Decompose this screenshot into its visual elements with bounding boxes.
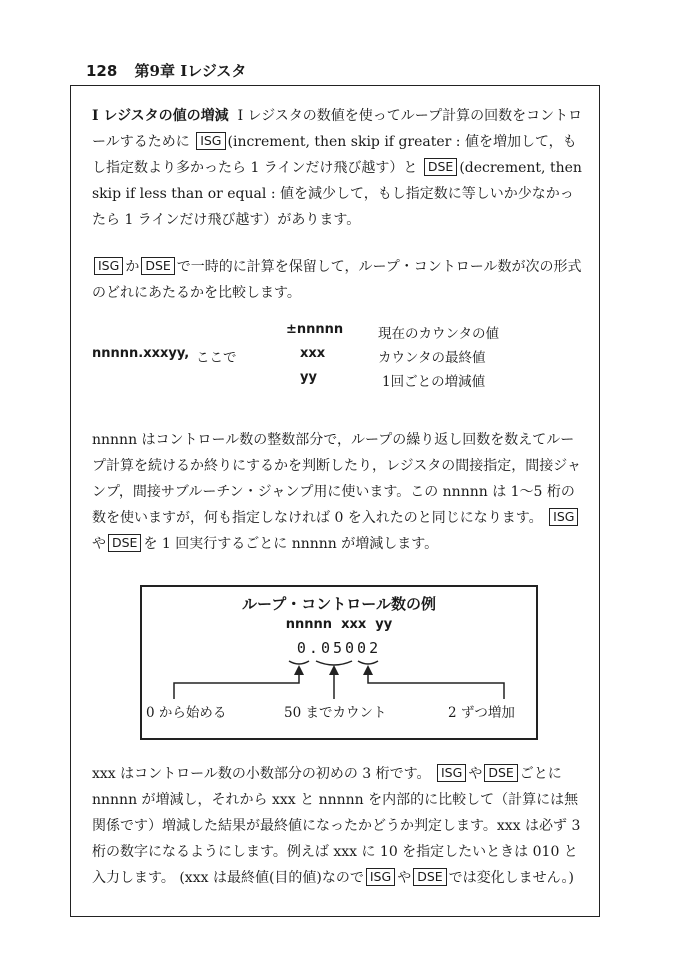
dse-key: DSE bbox=[141, 257, 174, 275]
example-box bbox=[140, 585, 538, 740]
page-header bbox=[86, 60, 246, 81]
format-code: ±nnnnn bbox=[286, 322, 344, 337]
xxx-text-4: では変化しません。) bbox=[448, 870, 574, 886]
xxx-text-3: (xxx は最終値(目的値)なので bbox=[179, 870, 364, 886]
example-parts: nnnnn xxx yy bbox=[285, 617, 393, 632]
label-count: 50 までカウント bbox=[284, 705, 387, 721]
format-desc: カウンタの最終値 bbox=[378, 350, 486, 366]
label-step: 2 ずつ増加 bbox=[448, 705, 515, 721]
conj-text: や bbox=[468, 766, 483, 782]
compare-paragraph bbox=[92, 254, 584, 306]
arrowhead-icon bbox=[294, 665, 304, 675]
format-desc: 1回ごとの増減値 bbox=[382, 374, 486, 390]
format-koko: ここで bbox=[196, 350, 237, 366]
arrowhead-icon bbox=[329, 665, 339, 675]
intro-title: I レジスタの値の増減 bbox=[92, 108, 229, 124]
isg-key: ISG bbox=[94, 257, 123, 275]
xxx-text-2: ごとに nnnnn が増減し，それから xxx と nnnnn を内部的に比較して（計算には無関係です）増減した結果が最終値になったかどうか判定します。xxx は必ず 3 桁の数字になるようにします。例えば xxx に 10 を指定したいときは 010 と入力します。 bbox=[92, 766, 581, 886]
arrow-start bbox=[174, 671, 299, 699]
intro-text-2: (increment, then skip if greater : 値を増加して，もし指定数より多かったら 1 ラインだけ飛び越す）と bbox=[92, 134, 577, 176]
chapter-title: 第9章 Iレジスタ bbox=[134, 62, 247, 80]
format-code: yy bbox=[300, 370, 317, 385]
conj-text: や bbox=[92, 536, 106, 552]
intro-text-3: (decrement, then skip if less than or equal : 値を減少して，もし指定数に等しいか少なかったら 1 ラインだけ飛び越す）があります。 bbox=[92, 160, 582, 228]
xxx-paragraph bbox=[92, 761, 584, 891]
example-number: 0.05002 bbox=[296, 639, 382, 657]
isg-key: ISG bbox=[196, 132, 225, 150]
brace-yy bbox=[358, 661, 378, 664]
format-code: xxx bbox=[300, 346, 326, 361]
intro-text-1: I レジスタの数値を使ってループ計算の回数をコントロールするために bbox=[92, 108, 583, 150]
isg-key: ISG bbox=[366, 868, 395, 886]
nnnnn-text-end: を 1 回実行するごとに nnnnn が増減します。 bbox=[143, 536, 439, 552]
example-title: ループ・コントロール数の例 bbox=[242, 595, 436, 613]
intro-paragraph bbox=[92, 103, 584, 233]
conj-text: や bbox=[397, 870, 412, 886]
xxx-text-1: xxx はコントロール数の小数部分の初めの 3 桁です。 bbox=[92, 766, 431, 782]
dse-key: DSE bbox=[424, 158, 457, 176]
compare-text: で一時的に計算を保留して，ループ・コントロール数が次の形式のどれにあたるかを比較します。 bbox=[92, 259, 582, 301]
nnnnn-paragraph bbox=[92, 427, 584, 557]
brace-xxx bbox=[316, 661, 352, 665]
dse-key: DSE bbox=[413, 868, 446, 886]
brace-nnnnn bbox=[289, 661, 309, 664]
isg-key: ISG bbox=[549, 508, 578, 526]
conj-text: か bbox=[125, 259, 140, 275]
dse-key: DSE bbox=[108, 534, 141, 552]
dse-key: DSE bbox=[484, 764, 517, 782]
page-number: 128 bbox=[86, 62, 118, 80]
isg-key: ISG bbox=[437, 764, 466, 782]
format-left: nnnnn.xxxyy, bbox=[92, 346, 190, 361]
nnnnn-text: nnnnn はコントロール数の整数部分で，ループの繰り返し回数を数えてループ計算を続けるか終りにするかを判断したり，レジスタの間接指定，間接ジャンプ，間接サブルーチン・ジャンプ用に使います。この nnnnn は 1〜5 桁の数を使いますが，何も指定しなければ 0 を入れたのと同じになります。 bbox=[92, 432, 581, 526]
format-desc: 現在のカウンタの値 bbox=[378, 326, 499, 342]
arrow-step bbox=[368, 671, 504, 699]
label-start: 0 から始める bbox=[146, 705, 227, 721]
arrowhead-icon bbox=[363, 665, 373, 675]
